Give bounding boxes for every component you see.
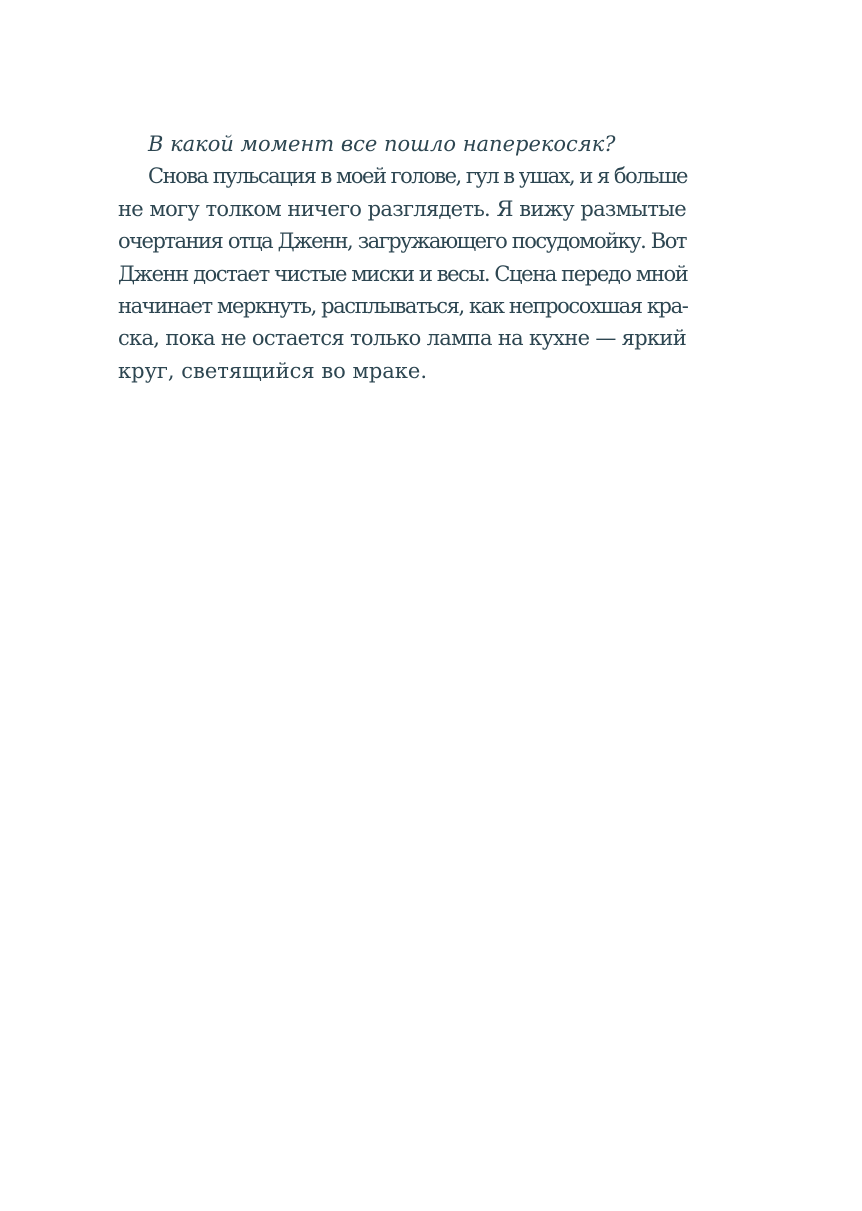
- paragraph-last-line: круг, светящийся во мраке.: [118, 358, 428, 383]
- paragraph-line: начинает меркнуть, расплываться, как непросохшая кра-: [118, 293, 688, 318]
- paragraph-line: Дженн достает чистые миски и весы. Сцена передо мной: [118, 261, 688, 286]
- paragraph-line: Снова пульсация в моей голове, гул в ушах, и я больше: [148, 164, 687, 189]
- paragraph-line: ска, пока не остается только лампа на кухне — яркий: [118, 326, 686, 351]
- paragraph-line: очертания отца Дженн, загружающего посудомойку. Вот: [118, 229, 686, 254]
- italic-thought-line: В какой момент все пошло наперекосяк?: [148, 132, 616, 156]
- body-text: [118, 128, 686, 387]
- paragraph-line: не могу толком ничего разглядеть. Я вижу размытые: [118, 196, 686, 221]
